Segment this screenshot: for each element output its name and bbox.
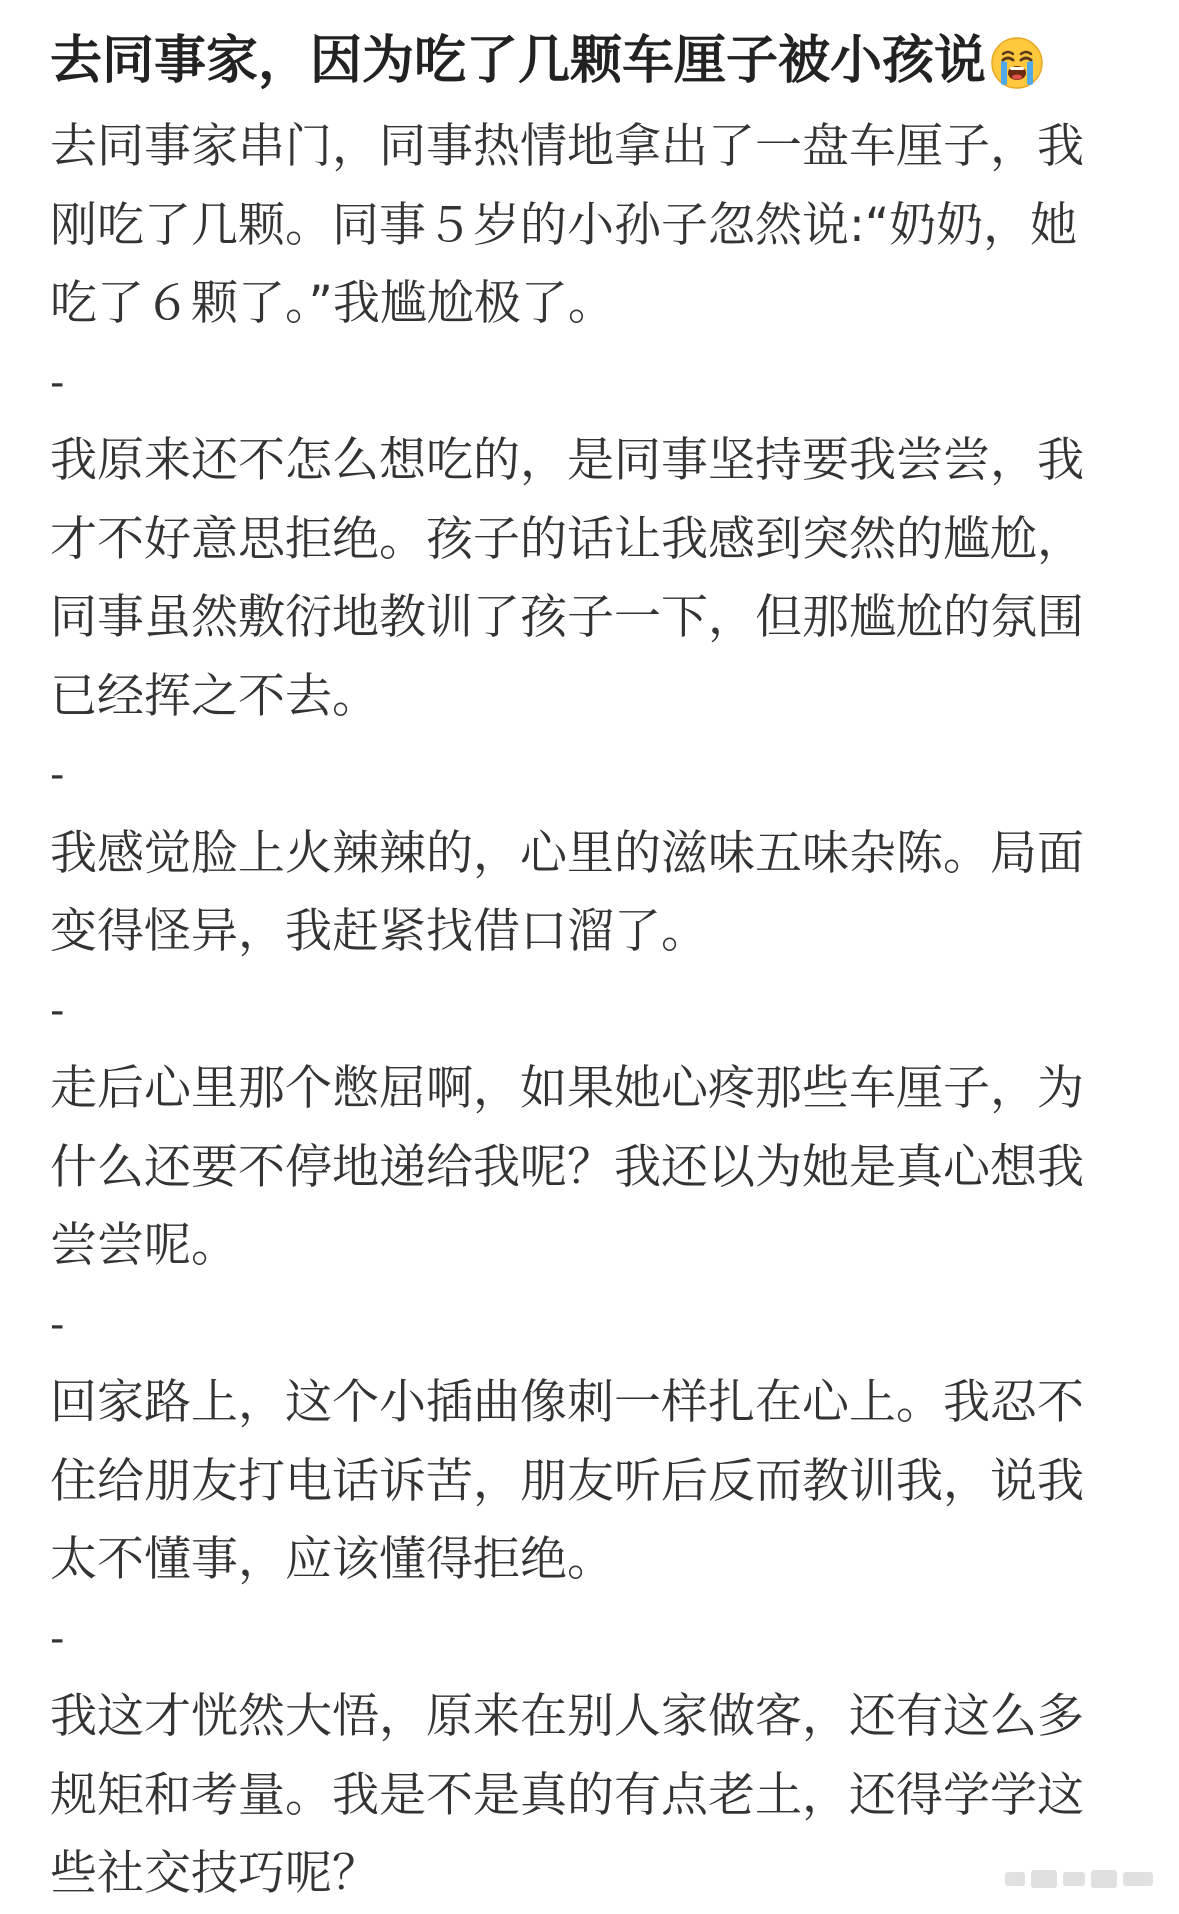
paragraph-line: 我这才恍然大悟，原来在别人家做客，还有这么多: [50, 1689, 1084, 1744]
paragraph-3: [50, 815, 1130, 972]
paragraph-line: 变得怪异，我赶紧找借口溜了。: [50, 904, 708, 959]
paragraph-line: 什么还要不停地递给我呢？我还以为她是真心想我: [50, 1139, 1084, 1195]
paragraph-line: 才不好意思拒绝。孩子的话让我感到突然的尴尬，: [50, 511, 1084, 567]
post-title: [50, 22, 1130, 100]
paragraph-2: [50, 422, 1130, 736]
paragraph-line: 太不懂事，应该懂得拒绝。: [50, 1532, 614, 1587]
post-title-text: 去同事家，因为吃了几颗车厘子被小孩说: [50, 31, 987, 91]
paragraph-line: 去同事家串门，同事热情地拿出了一盘车厘子，我: [50, 119, 1084, 174]
paragraph-line: 我感觉脸上火辣辣的，心里的滋味五味杂陈。局面: [50, 825, 1084, 881]
paragraph-line: 些社交技巧呢？: [50, 1846, 379, 1901]
paragraph-line: 住给朋友打电话诉苦，朋友听后反而教训我，说我: [50, 1453, 1084, 1509]
paragraph-4: [50, 1050, 1130, 1286]
paragraph-line: 我原来还不怎么想吃的，是同事坚持要我尝尝，我: [50, 433, 1084, 488]
post: [50, 22, 1130, 1914]
section-divider: -: [50, 987, 65, 1034]
watermark-logo-icon: [999, 1858, 1159, 1898]
section-divider: -: [50, 1615, 65, 1662]
paragraph-line: 尝尝呢。: [50, 1218, 238, 1273]
section-divider: -: [50, 359, 65, 406]
paragraph-line: 同事虽然敷衍地教训了孩子一下，但那尴尬的氛围: [50, 590, 1084, 645]
section-divider: -: [50, 1301, 65, 1348]
paragraph-line: 规矩和考量。我是不是真的有点老土，还得学学这: [50, 1767, 1084, 1823]
paragraph-line: 已经挥之不去。: [50, 668, 379, 724]
post-body: [50, 108, 1130, 1914]
paragraph-6: [50, 1678, 1130, 1914]
paragraph-line: 走后心里那个憋屈啊，如果她心疼那些车厘子，为: [50, 1061, 1084, 1116]
loudly-crying-face-icon: [990, 34, 1044, 88]
section-divider: -: [50, 752, 65, 798]
paragraph-1: [50, 108, 1130, 344]
paragraph-line: 吃了６颗了。”我尴尬极了。: [50, 276, 615, 331]
paragraph-5: [50, 1364, 1130, 1600]
paragraph-line: 刚吃了几颗。同事５岁的小孙子忽然说:“奶奶，她: [50, 197, 1078, 253]
paragraph-line: 回家路上，这个小插曲像刺一样扎在心上。我忍不: [50, 1375, 1084, 1430]
